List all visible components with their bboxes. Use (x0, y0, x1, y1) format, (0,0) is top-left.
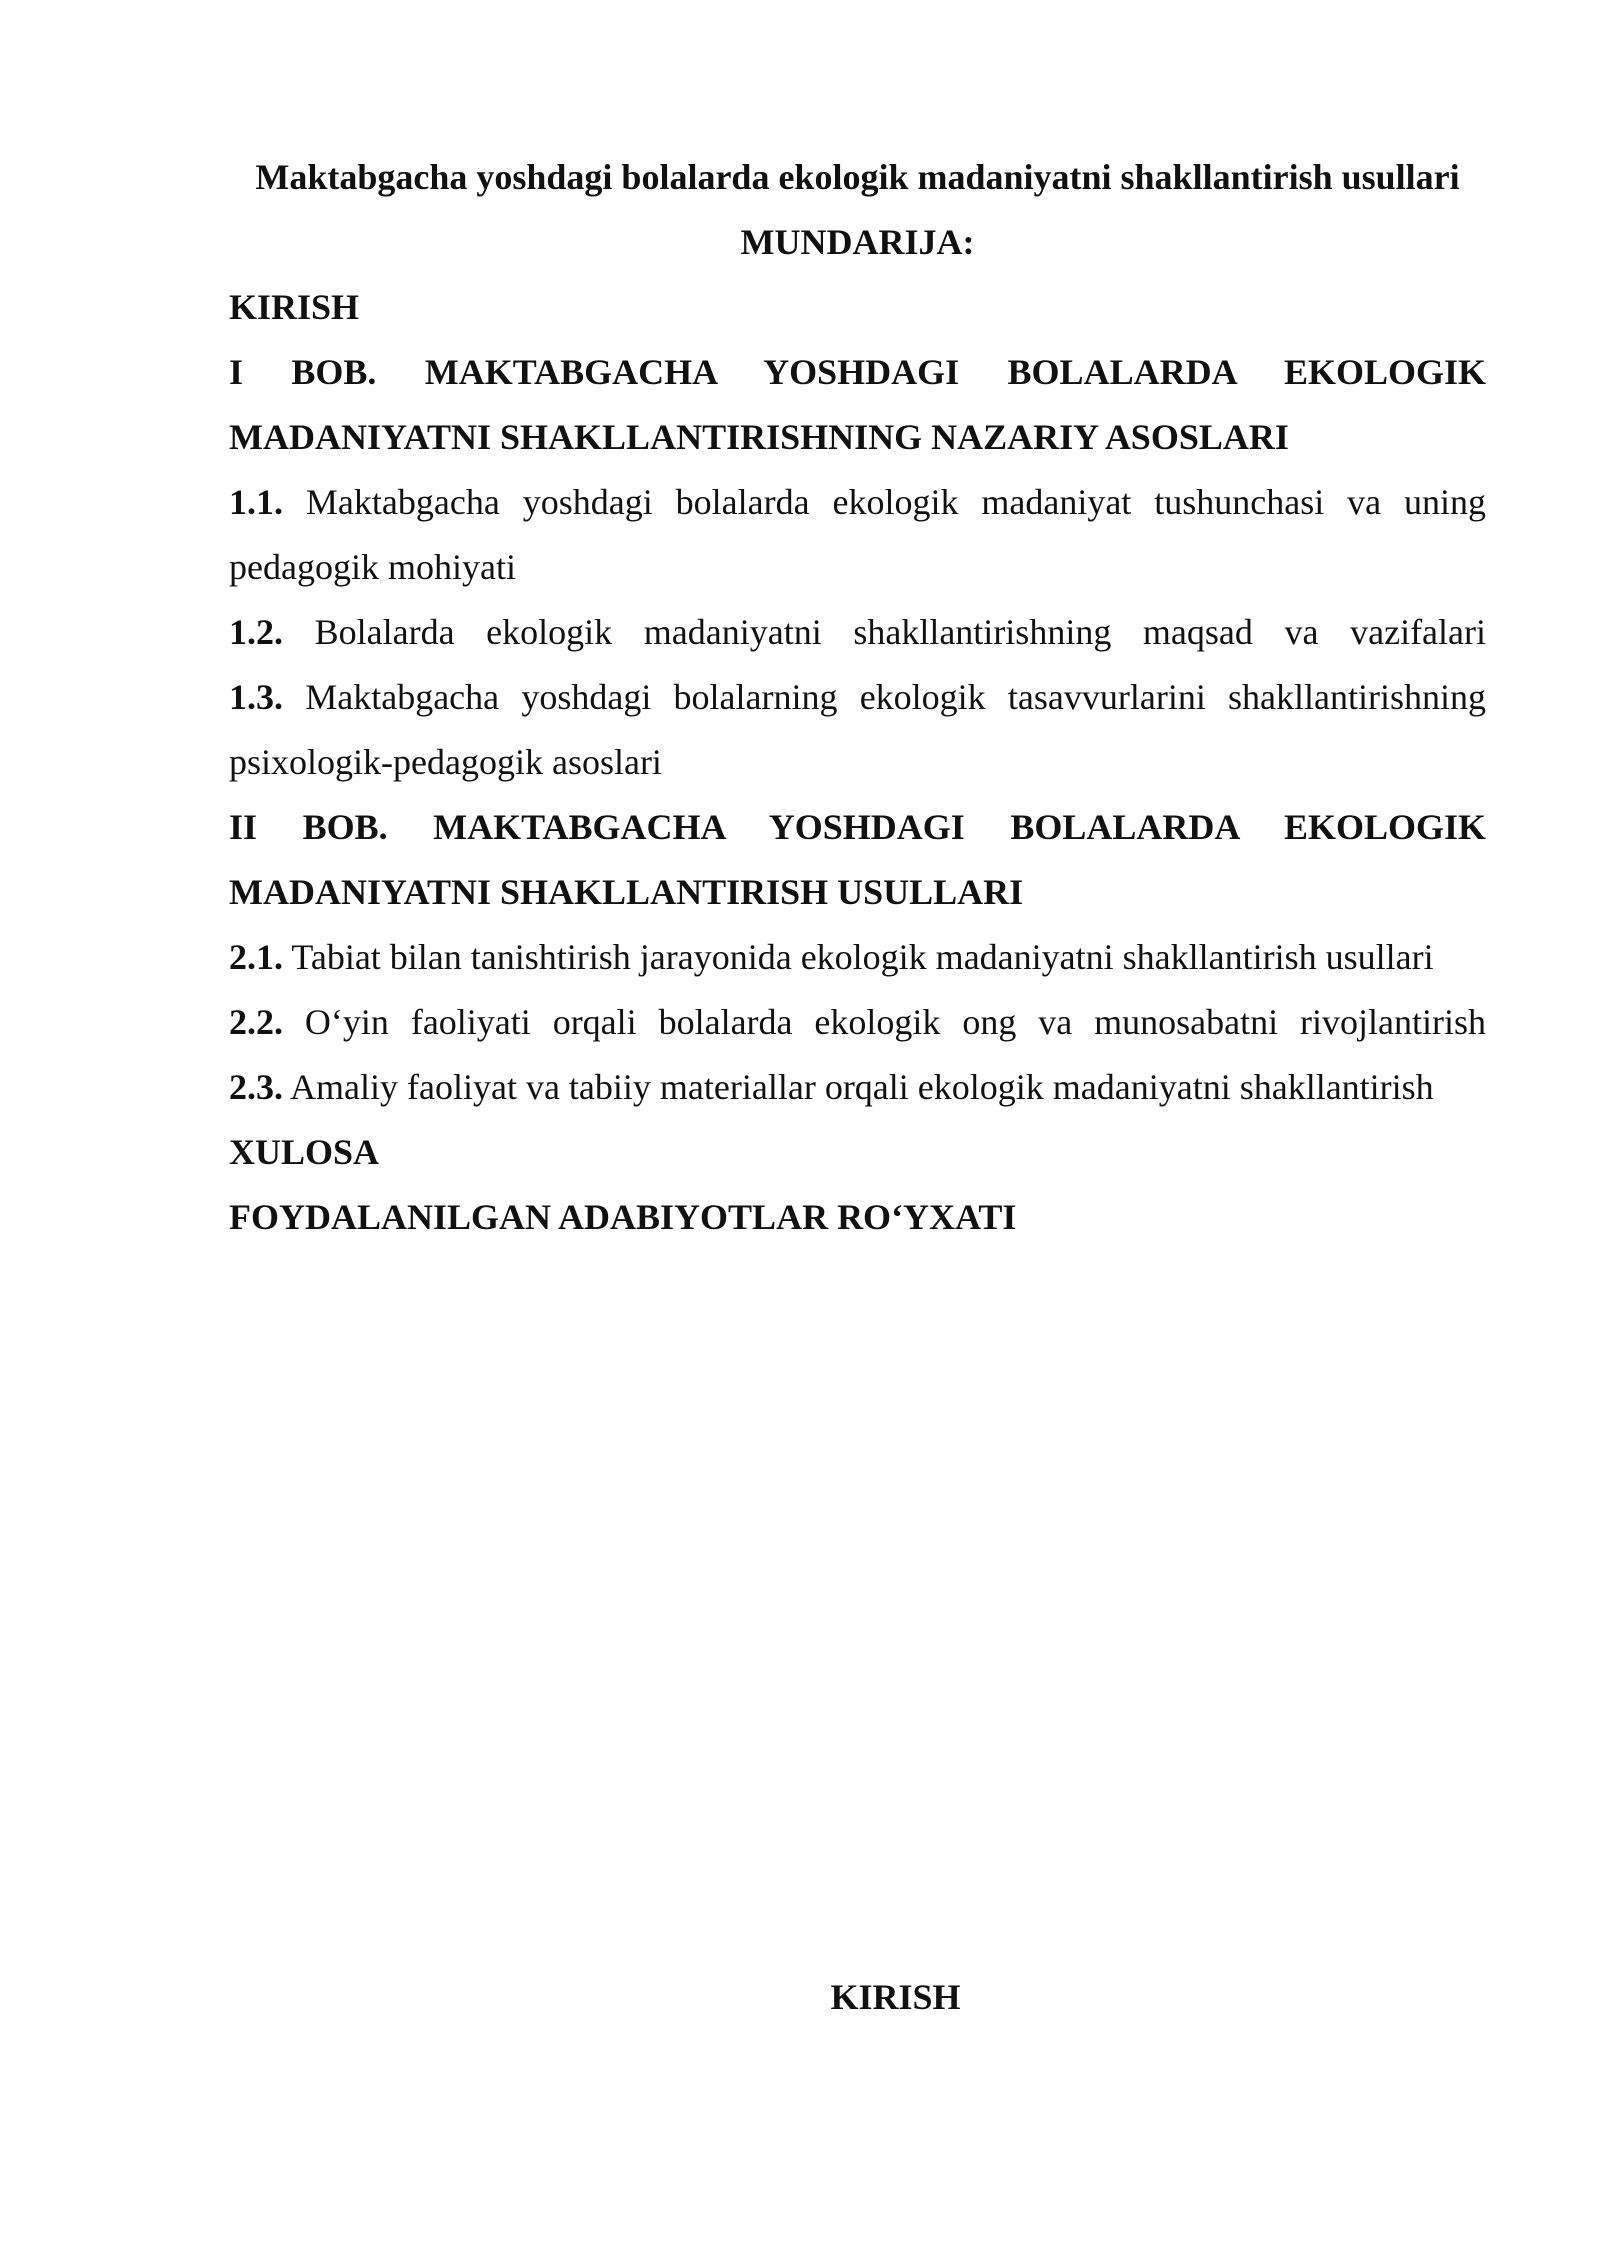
toc-item-2-3 (229, 1055, 1486, 1120)
toc-item-1-1 (229, 470, 1486, 600)
toc-item-number: 2.2. (229, 1002, 283, 1042)
toc-item-2-1 (229, 925, 1486, 990)
toc-chapter-1: I BOB. MAKTABGACHA YOSHDAGI BOLALARDA EKOLOGIK MADANIYATNI SHAKLLANTIRISHNING NAZARIY ASOSLARI (229, 352, 1486, 457)
toc-item-number: 1.2. (229, 612, 283, 652)
toc-entry-conclusion: XULOSA (229, 1132, 380, 1172)
document-title: Maktabgacha yoshdagi bolalarda ekologik madaniyatni shakllantirish usullari (255, 157, 1460, 197)
toc-item-number: 1.3. (229, 677, 283, 717)
table-of-contents (229, 275, 1486, 1250)
toc-chapter-2: II BOB. MAKTABGACHA YOSHDAGI BOLALARDA EKOLOGIK MADANIYATNI SHAKLLANTIRISH USULLARI (229, 807, 1486, 912)
toc-entry-references: FOYDALANILGAN ADABIYOTLAR RO‘YXATI (229, 1197, 1017, 1237)
toc-entry-intro: KIRISH (229, 287, 360, 327)
page-content (229, 145, 1486, 1250)
toc-item-title: Maktabgacha yoshdagi bolalarning ekologik tasavvurlarini shakllantirishning psixologik-pedagogik asoslari (229, 677, 1487, 782)
toc-item-number: 2.1. (229, 937, 283, 977)
toc-item-number: 1.1. (229, 482, 283, 522)
toc-item-2-2 (229, 990, 1486, 1055)
toc-item-title: Amaliy faoliyat va tabiiy materiallar orqali ekologik madaniyatni shakllantirish (290, 1067, 1434, 1107)
toc-item-title: O‘yin faoliyati orqali bolalarda ekologik ong va munosabatni rivojlantirish (304, 1002, 1487, 1042)
toc-item-title: Tabiat bilan tanishtirish jarayonida ekologik madaniyatni shakllantirish usullari (291, 937, 1434, 977)
toc-item-title: Bolalarda ekologik madaniyatni shakllantirishning maqsad va vazifalari (314, 612, 1487, 652)
toc-item-title: Maktabgacha yoshdagi bolalarda ekologik madaniyat tushunchasi va uning pedagogik mohiyati (229, 482, 1486, 587)
toc-item-number: 2.3. (229, 1067, 283, 1107)
contents-heading: MUNDARIJA: (740, 222, 975, 262)
toc-item-1-3 (229, 665, 1486, 795)
toc-item-1-2 (229, 600, 1486, 665)
section-heading-intro: KIRISH (830, 1977, 961, 2017)
